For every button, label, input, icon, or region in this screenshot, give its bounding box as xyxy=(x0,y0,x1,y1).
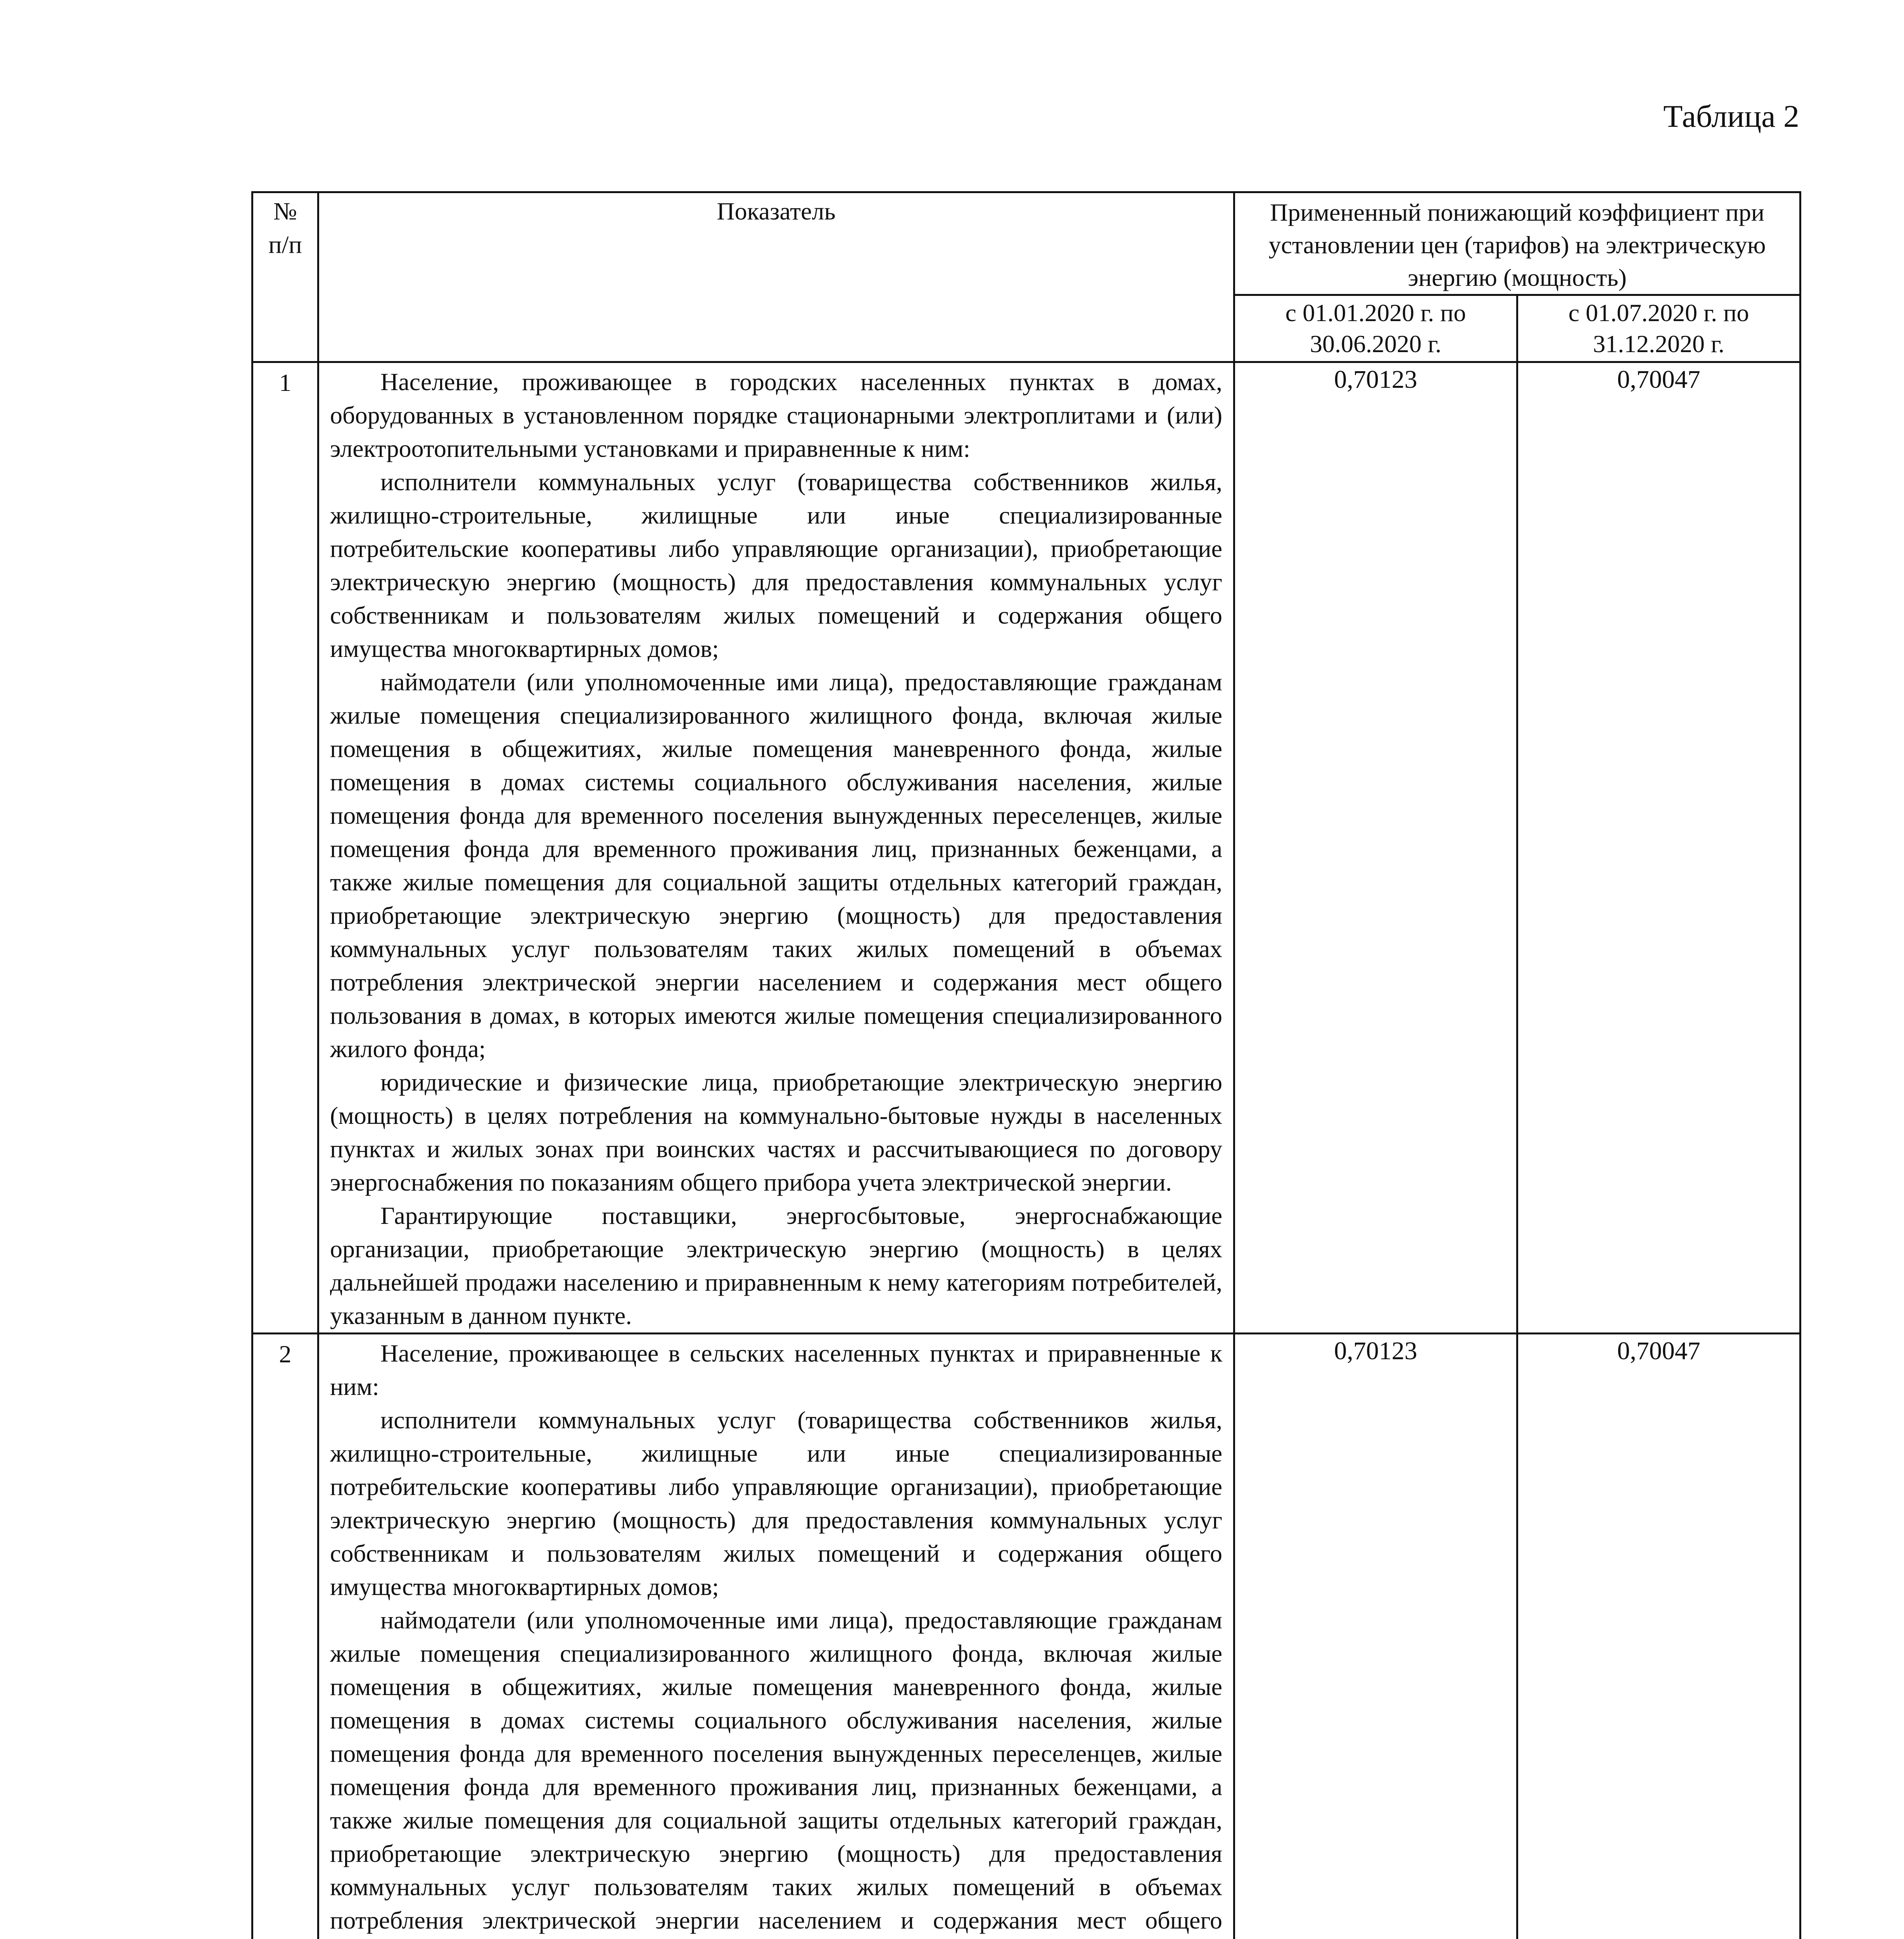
coefficient-value-period-2: 0,70047 xyxy=(1517,1334,1800,1939)
table-header-row xyxy=(252,192,1800,295)
coefficient-value-period-1: 0,70123 xyxy=(1234,362,1517,1334)
paragraph: наймодатели (или уполномоченные ими лица), предоставляющие гражданам жилые помещения специализированного жилищного фонда, включая жилые помещения в общежитиях, жилые помещения маневренного фонда, жилые помещения в домах системы социального обслуживания населения, жилые помещения фонда для временного поселения вынужденных переселенцев, жилые помещения фонда для временного проживания лиц, признанных беженцами, а также жилые помещения для социальной защиты отдельных категорий граждан, приобретающие электрическую энергию (мощность) для предоставления коммунальных услуг пользователям таких жилых помещений в объемах потребления электрической энергии населением и содержания мест общего пользования в домах, в которых имеются жилые помещения специализированного жилого фонда; xyxy=(330,668,1222,1063)
paragraph: Население, проживающее в сельских населенных пунктах и приравненные к ним: xyxy=(330,1339,1222,1400)
coefficient-value-period-1: 0,70123 xyxy=(1234,1334,1517,1939)
row-number: 1 xyxy=(252,362,318,1334)
header-num: № п/п xyxy=(252,192,318,362)
paragraph: Население, проживающее в городских населенных пунктах в домах, оборудованных в установленном порядке стационарными электроплитами и (или) электроотопительными установками и приравненные к ним: xyxy=(330,368,1222,462)
header-coefficient-group: Примененный понижающий коэффициент при установлении цен (тарифов) на электрическую энергию (мощность) xyxy=(1234,192,1800,295)
row-number: 2 xyxy=(252,1334,318,1939)
paragraph: юридические и физические лица, приобретающие электрическую энергию (мощность) в целях потребления на коммунально-бытовые нужды в населенных пунктах и жилых зонах при воинских частях и рассчитывающиеся по договору энергоснабжения по показаниям общего прибора учета электрической энергии. xyxy=(330,1068,1222,1196)
paragraph: исполнители коммунальных услуг (товарищества собственников жилья, жилищно-строительные, жилищные или иные специализированные потребительские кооперативы либо управляющие организации), приобретающие электрическую энергию (мощность) для предоставления коммунальных услуг собственникам и пользователям жилых помещений и содержания общего имущества многоквартирных домов; xyxy=(330,1406,1222,1600)
header-period-2: с 01.07.2020 г. по 31.12.2020 г. xyxy=(1517,295,1800,362)
header-indicator: Показатель xyxy=(318,192,1234,362)
header-period-1: с 01.01.2020 г. по 30.06.2020 г. xyxy=(1234,295,1517,362)
row-indicator-text xyxy=(318,1334,1234,1939)
table-caption: Таблица 2 xyxy=(1663,99,1799,134)
coefficient-value-period-2: 0,70047 xyxy=(1517,362,1800,1334)
row-indicator-text xyxy=(318,362,1234,1334)
paragraph: Гарантирующие поставщики, энергосбытовые, энергоснабжающие организации, приобретающие электрическую энергию (мощность) в целях дальнейшей продажи населению и приравненным к нему категориям потребителей, указанным в данном пункте. xyxy=(330,1202,1222,1329)
table-row xyxy=(252,362,1800,1334)
tariff-coefficient-table xyxy=(251,191,1801,1939)
paragraph: наймодатели (или уполномоченные ими лица), предоставляющие гражданам жилые помещения специализированного жилищного фонда, включая жилые помещения в общежитиях, жилые помещения маневренного фонда, жилые помещения в домах системы социального обслуживания населения, жилые помещения фонда для временного поселения вынужденных переселенцев, жилые помещения фонда для временного проживания лиц, признанных беженцами, а также жилые помещения для социальной защиты отдельных категорий граждан, приобретающие электрическую энергию (мощность) для предоставления коммунальных услуг пользователям таких жилых помещений в объемах потребления электрической энергии населением и содержания мест общего xyxy=(330,1606,1222,1934)
table-row xyxy=(252,1334,1800,1939)
paragraph: исполнители коммунальных услуг (товарищества собственников жилья, жилищно-строительные, жилищные или иные специализированные потребительские кооперативы либо управляющие организации), приобретающие электрическую энергию (мощность) для предоставления коммунальных услуг собственникам и пользователям жилых помещений и содержания общего имущества многоквартирных домов; xyxy=(330,468,1222,662)
